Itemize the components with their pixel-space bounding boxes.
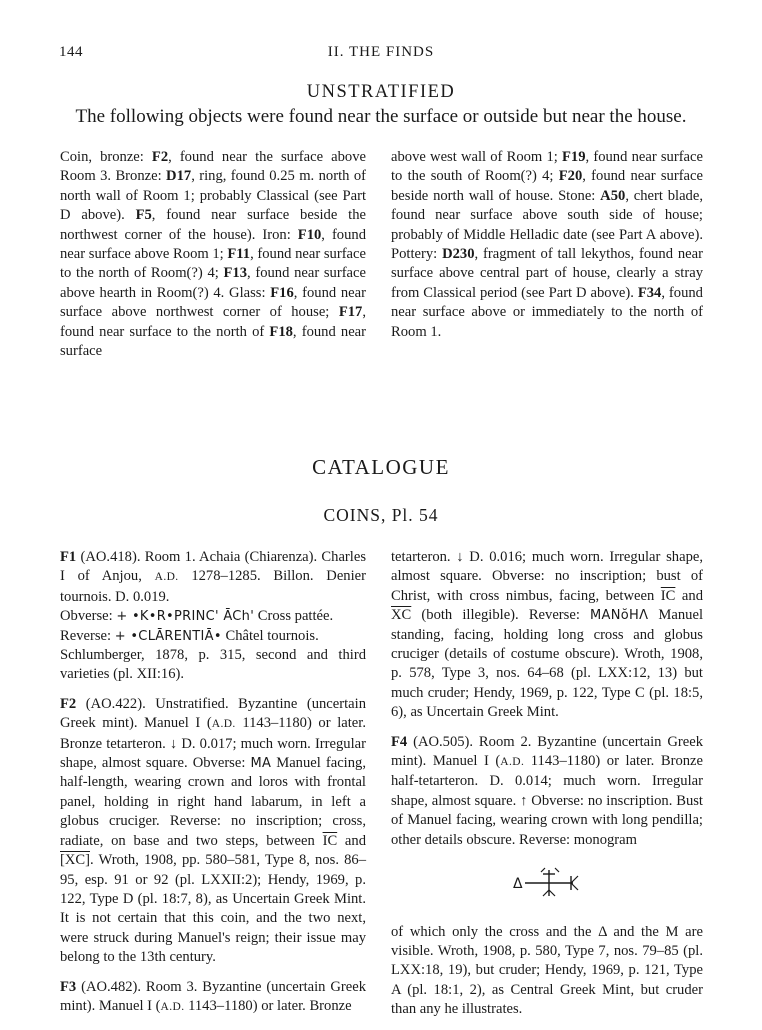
running-title: II. THE FINDS <box>327 44 435 60</box>
unstratified-left-column <box>60 148 366 361</box>
monogram-icon <box>511 862 583 902</box>
section-intro: The following objects were found near the surface or outside but near the house. <box>75 106 687 127</box>
obverse-legend: + •K•R•PRINC' ĀCh' <box>116 609 255 625</box>
monogram-figure <box>391 862 703 908</box>
unstratified-paragraph-cont: above west wall of Room 1; F19, found near surface to the south of Room(?) 4; F20, found near surface beside north wall of house. Stone: A50, chert blade, found near surface above south side of house; probably of Middle Helladic date (see Part A above). Pottery: D230, fragment of tall lekythos, found near surface above central part of house, clearly a stray from Classical period (see Part D above). F34, found near surface above or immediately to the north of Room 1. <box>391 149 703 340</box>
catalogue-entry-f3-cont: tetarteron. ↓ D. 0.016; much worn. Irregular shape, almost square. Obverse: no inscription; bust of Christ, with cross nimbus, facing, between $\overline{IC}$ and $\overline{XC}$ (both illegible). Reverse: MANŏHΛ Manuel standing, facing, holding long cross and globus cruciger (details of costume obscure). Wroth, 1908, p. 578, Type 3, nos. 64–68 (pl. LXX:12, 13) but much cruder; Hendy, 1969, p. 122, Type C (pl. 18:5, 6), as Uncertain Greek Mint. <box>391 549 703 721</box>
page-number: 144 <box>59 44 83 60</box>
unstratified-paragraph: Coin, bronze: F2, found near the surface above Room 3. Bronze: D17, ring, found 0.25 m. north of north wall of Room 1; probably Classical (see Part D above). F5, found near surface beside the northwest corner of the house). Iron: F10, found near surface above Room 1; F11, found near surface to the north of Room(?) 4; F13, found near surface above hearth in Room(?) 4. Glass: F16, found near surface above northwest corner of house; F17, found near surface to the north of F18, found near surface <box>60 149 367 360</box>
unstratified-right-column <box>391 148 703 342</box>
catalogue-entry-f4: F4 (AO.505). Room 2. Byzantine (uncertain Greek mint). Manuel I (A.D. 1143–1180) or later. Bronze half-tetarteron. D. 0.014; much worn. Irregular shape, almost square. ↑ Obverse: no inscription. Bust of Manuel facing, wearing crown with long pendilla; other details obscure. Reverse: monogram Δ of which only the cross and the Δ and the M are visible. Wroth, 1908, p. 580, Type 7, nos. 79–85 (pl. LXX:18, 19), but cruder; Hendy, 1969, p. 121, Type A (pl. 18:1, 2), as Central Greek Mint, but cruder than any he illustrates. <box>391 733 704 1018</box>
catalogue-right-column <box>391 548 703 1030</box>
catalogue-entry-f2: F2 (AO.422). Unstratified. Byzantine (uncertain Greek mint). Manuel I (A.D. 1143–1180) or later. Bronze tetarteron. ↓ D. 0.017; much worn. Irregular shape, almost square. Obverse: MA Manuel facing, half-length, wearing crown and loros with frontal panel, holding in right hand labarum, in left a globus cruciger. Reverse: no inscription; cross, radiate, on base and two steps, between $\overline{IC}$ and [XC]. Wroth, 1908, pp. 580–581, Type 8, nos. 86–95, esp. 91 or 92 (pl. LXXII:2); Hendy, 1969, p. 122, Type D (pl. 18:7, 8), as Uncertain Greek Mint. It is not certain that this coin, and the two next, were struck during Manuel's reign; their issue may belong to the 13th century. <box>60 695 366 966</box>
svg-text:Δ: Δ <box>513 876 523 893</box>
catalogue-entry-f3: F3 (AO.482). Room 3. Byzantine (uncertain Greek mint). Manuel I (A.D. 1143–1180) or later. Bronze <box>60 978 366 1014</box>
reverse-legend: + •CLĀRENTIĀ• <box>114 628 222 644</box>
catalogue-left-column <box>60 548 366 1027</box>
catalogue-heading: CATALOGUE <box>312 455 450 479</box>
catalogue-entry-f1: F1 (AO.418). Room 1. Achaia (Chiarenza). Charles I of Anjou, A.D. 1278–1285. Billon. Denier tournois. D. 0.019. Obverse: + •K•R•PRINC' ĀCh' Cross pattée. Reverse: + •CLĀRENTIĀ• Châtel tournois. Schlumberger, 1878, p. 315, second and third varieties (pl. XII:16). <box>60 549 366 683</box>
section-heading-unstratified: UNSTRATIFIED <box>306 82 456 102</box>
coins-subheading: COINS, Pl. 54 <box>323 505 439 525</box>
